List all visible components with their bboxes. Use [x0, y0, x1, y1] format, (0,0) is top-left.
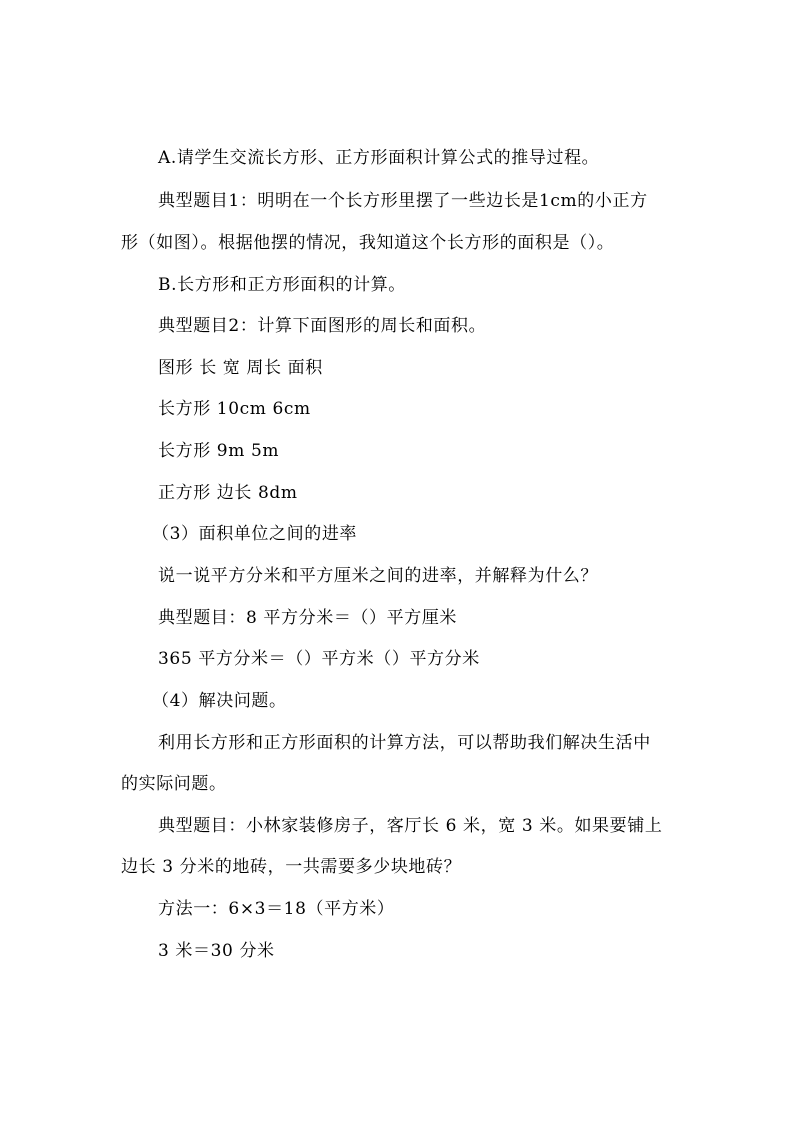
- section-heading: （3）面积单位之间的进率: [152, 524, 358, 544]
- paragraph-line: 正方形 边长 8dm: [158, 483, 298, 503]
- paragraph-line: 3 米＝30 分米: [158, 941, 275, 961]
- paragraph-line: 方法一：6×3＝18（平方米）: [158, 899, 395, 919]
- paragraph-line: 长方形 10cm 6cm: [158, 399, 311, 419]
- paragraph-line: 典型题目2：计算下面图形的周长和面积。: [158, 316, 487, 336]
- paragraph-line: 长方形 9m 5m: [158, 441, 280, 461]
- paragraph-line: 利用长方形和正方形面积的计算方法，可以帮助我们解决生活中: [158, 733, 651, 753]
- paragraph-line: 365 平方分米＝（）平方米（）平方分米: [158, 649, 480, 669]
- paragraph-line: A.请学生交流长方形、正方形面积计算公式的推导过程。: [158, 148, 600, 168]
- paragraph-line: 形（如图）。根据他摆的情况，我知道这个长方形的面积是（）。: [121, 233, 615, 253]
- paragraph-line: 典型题目：小林家装修房子，客厅长 6 米，宽 3 米。如果要铺上: [158, 816, 663, 836]
- paragraph-line: 典型题目：8 平方分米＝（）平方厘米: [158, 608, 458, 628]
- section-heading: （4）解决问题。: [152, 691, 287, 711]
- paragraph-line: 边长 3 分米的地砖，一共需要多少块地砖？: [121, 857, 462, 877]
- paragraph-line: 典型题目1：明明在一个长方形里摆了一些边长是1cm的小正方: [158, 191, 648, 211]
- paragraph-line: B.长方形和正方形面积的计算。: [158, 275, 406, 295]
- paragraph-line: 的实际问题。: [121, 774, 227, 794]
- paragraph-line: 说一说平方分米和平方厘米之间的进率，并解释为什么？: [158, 566, 598, 586]
- paragraph-line: 图形 长 宽 周长 面积: [158, 358, 323, 378]
